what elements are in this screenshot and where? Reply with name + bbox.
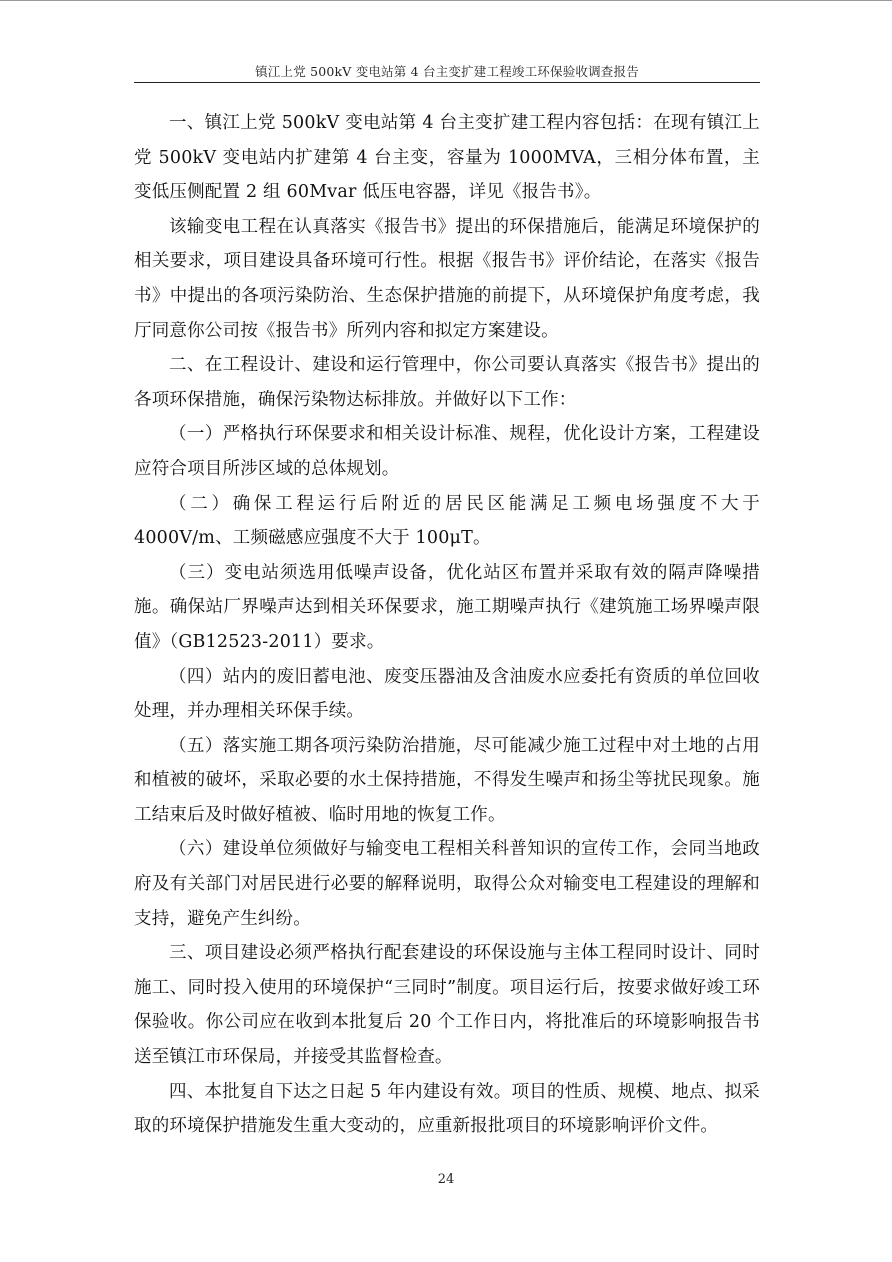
paragraph-item-2-intro: 二、在工程设计、建设和运行管理中，你公司要认真落实《报告书》提出的各项环保措施，确保污染物达标排放。并做好以下工作：	[134, 355, 760, 410]
paragraph-item-4: 四、本批复自下达之日起 5 年内建设有效。项目的性质、规模、地点、拟采取的环境保护措施发生重大变动的，应重新报批项目的环境影响评价文件。	[134, 1081, 760, 1137]
paragraph-subitem-2: （二）确保工程运行后附近的居民区能满足工频电场强度不大于 4000V/m、工频磁感应强度不大于 100μT。	[134, 493, 760, 549]
paragraph-item-3: 三、项目建设必须严格执行配套建设的环保设施与主体工程同时设计、同时施工、同时投入使用的环境保护“三同时”制度。项目运行后，按要求做好竣工环保验收。你公司应在收到本批复后 20 个工作日内，将批准后的环境影响报告书送至镇江市环保局，并接受其监督检查。	[134, 943, 760, 1068]
header-divider	[134, 82, 760, 83]
paragraph-subitem-3: （三）变电站须选用低噪声设备，优化站区布置并采取有效的隔声降噪措施。确保站厂界噪声达到相关环保要求，施工期噪声执行《建筑施工场界噪声限值》（GB12523-2011）要求。	[134, 562, 760, 652]
paragraph-item-1-intro: 一、镇江上党 500kV 变电站第 4 台主变扩建工程内容包括：在现有镇江上党 500kV 变电站内扩建第 4 台主变，容量为 1000MVA，三相分体布置，主变低压侧配置 2 组 60Mvar 低压电容器，详见《报告书》。	[134, 113, 760, 203]
page-top-border	[0, 0, 892, 1]
paragraph-feasibility: 该输变电工程在认真落实《报告书》提出的环保措施后，能满足环境保护的相关要求，项目建设具备环境可行性。根据《报告书》评价结论，在落实《报告书》中提出的各项污染防治、生态保护措施的前提下，从环境保护角度考虑，我厅同意你公司按《报告书》所列内容和拟定方案建设。	[134, 216, 760, 341]
paragraph-subitem-5: （五）落实施工期各项污染防治措施，尽可能减少施工过程中对土地的占用和植被的破坏，采取必要的水土保持措施，不得发生噪声和扬尘等扰民现象。施工结束后及时做好植被、临时用地的恢复工作。	[134, 735, 760, 825]
paragraph-subitem-6: （六）建设单位须做好与输变电工程相关科普知识的宣传工作，会同当地政府及有关部门对居民进行必要的解释说明，取得公众对输变电工程建设的理解和支持，避免产生纠纷。	[134, 839, 760, 929]
running-header: 镇江上党 500kV 变电站第 4 台主变扩建工程竣工环保验收调查报告	[255, 64, 639, 79]
document-body	[134, 106, 760, 1144]
paragraph-subitem-4: （四）站内的废旧蓄电池、废变压器油及含油废水应委托有资质的单位回收处理，并办理相关环保手续。	[134, 666, 760, 722]
page-number: 24	[437, 1172, 455, 1187]
paragraph-subitem-1: （一）严格执行环保要求和相关设计标准、规程，优化设计方案，工程建设应符合项目所涉区域的总体规划。	[134, 424, 760, 479]
